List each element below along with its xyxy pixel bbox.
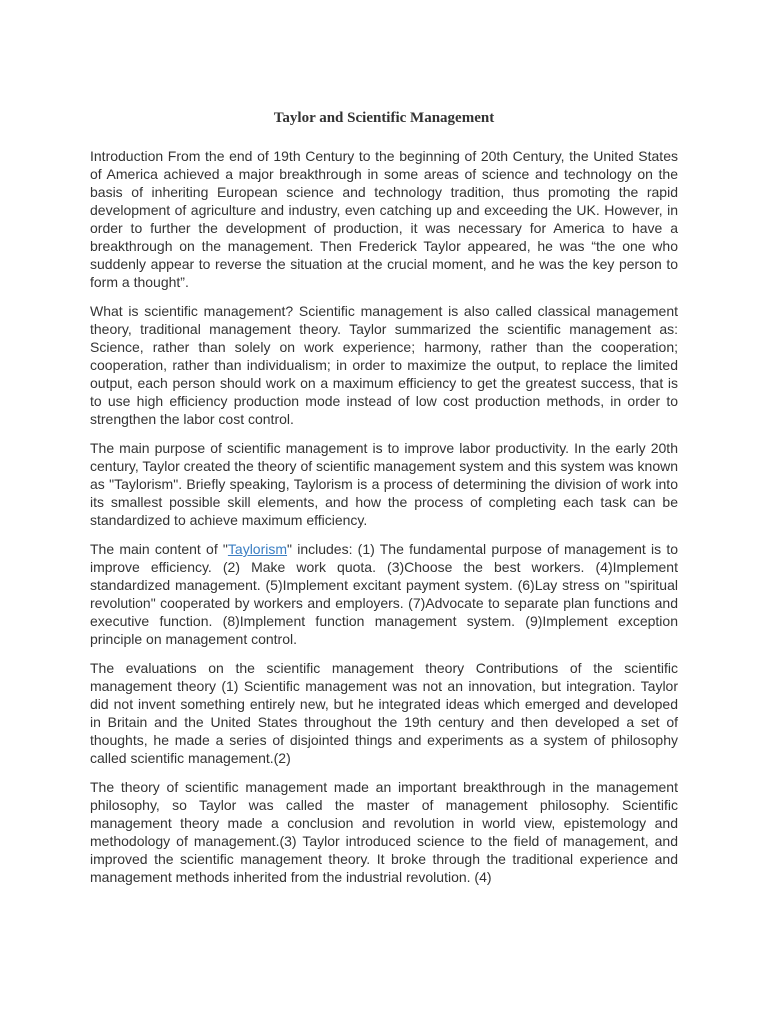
document-title: Taylor and Scientific Management xyxy=(273,110,495,126)
paragraph-main-purpose: The main purpose of scientific management is to improve labor productivity. In the early 20th century, Taylor created the theory of scientific management system and this system was known as "Taylorism". Briefly speaking, Taylorism is a process of determining the division of work into its smallest possible skill elements, and how the process of completing each task can be standardized to achieve maximum efficiency. xyxy=(90,440,678,528)
paragraph-what-is-scientific-management: What is scientific management? Scientific management is also called classical management theory, traditional management theory. Taylor summarized the scientific management as: Science, rather than solely on work experience; harmony, rather than the cooperation; cooperation, rather than individualism; in order to maximize the output, to replace the limited output, each person should work on a maximum efficiency to get the greatest success, that is to use high efficiency production mode instead of low cost production methods, in order to strengthen the labor cost control. xyxy=(90,303,678,427)
paragraph-introduction: Introduction From the end of 19th Century to the beginning of 20th Century, the United States of America achieved a major breakthrough in some areas of science and technology on the basis of inheriting European science and technology tradition, thus promoting the rapid development of agriculture and industry, even catching up and exceeding the UK. However, in order to further the development of production, it was necessary for America to have a breakthrough on the management. Then Frederick Taylor appeared, he was “the one who suddenly appear to reverse the situation at the crucial moment, and he was the key person to form a thought”. xyxy=(90,148,678,290)
paragraph-evaluations: The evaluations on the scientific management theory Contributions of the scientific management theory (1) Scientific management was not an innovation, but integration. Taylor did not invent something entirely new, but he integrated ideas which emerged and developed in Britain and the United States throughout the 19th century and then developed a set of thoughts, he made a series of disjointed things and experiments as a system of philosophy called scientific management.(2) xyxy=(90,660,678,766)
paragraph-main-content xyxy=(90,540,678,648)
paragraph-main-content-lead: The main content of " xyxy=(90,541,228,557)
paragraph-main-content-rest: " includes: (1) The fundamental purpose of management is to improve efficiency. (2) Make work quota. (3)Choose the best workers. (4)Implement standardized management. (5)Implement excitant payment system. (6)Lay stress on "spiritual revolution" cooperated by workers and employers. (7)Advocate to separate plan functions and executive function. (8)Implement function management system. (9)Implement exception principle on management control. xyxy=(90,541,678,647)
taylorism-link[interactable]: Taylorism xyxy=(227,541,288,557)
paragraph-breakthrough: The theory of scientific management made an important breakthrough in the management philosophy, so Taylor was called the master of management philosophy. Scientific management theory made a conclusion and revolution in world view, epistemology and methodology of management.(3) Taylor introduced science to the field of management, and improved the scientific management theory. It broke through the traditional experience and management methods inherited from the industrial revolution. (4) xyxy=(90,779,678,885)
